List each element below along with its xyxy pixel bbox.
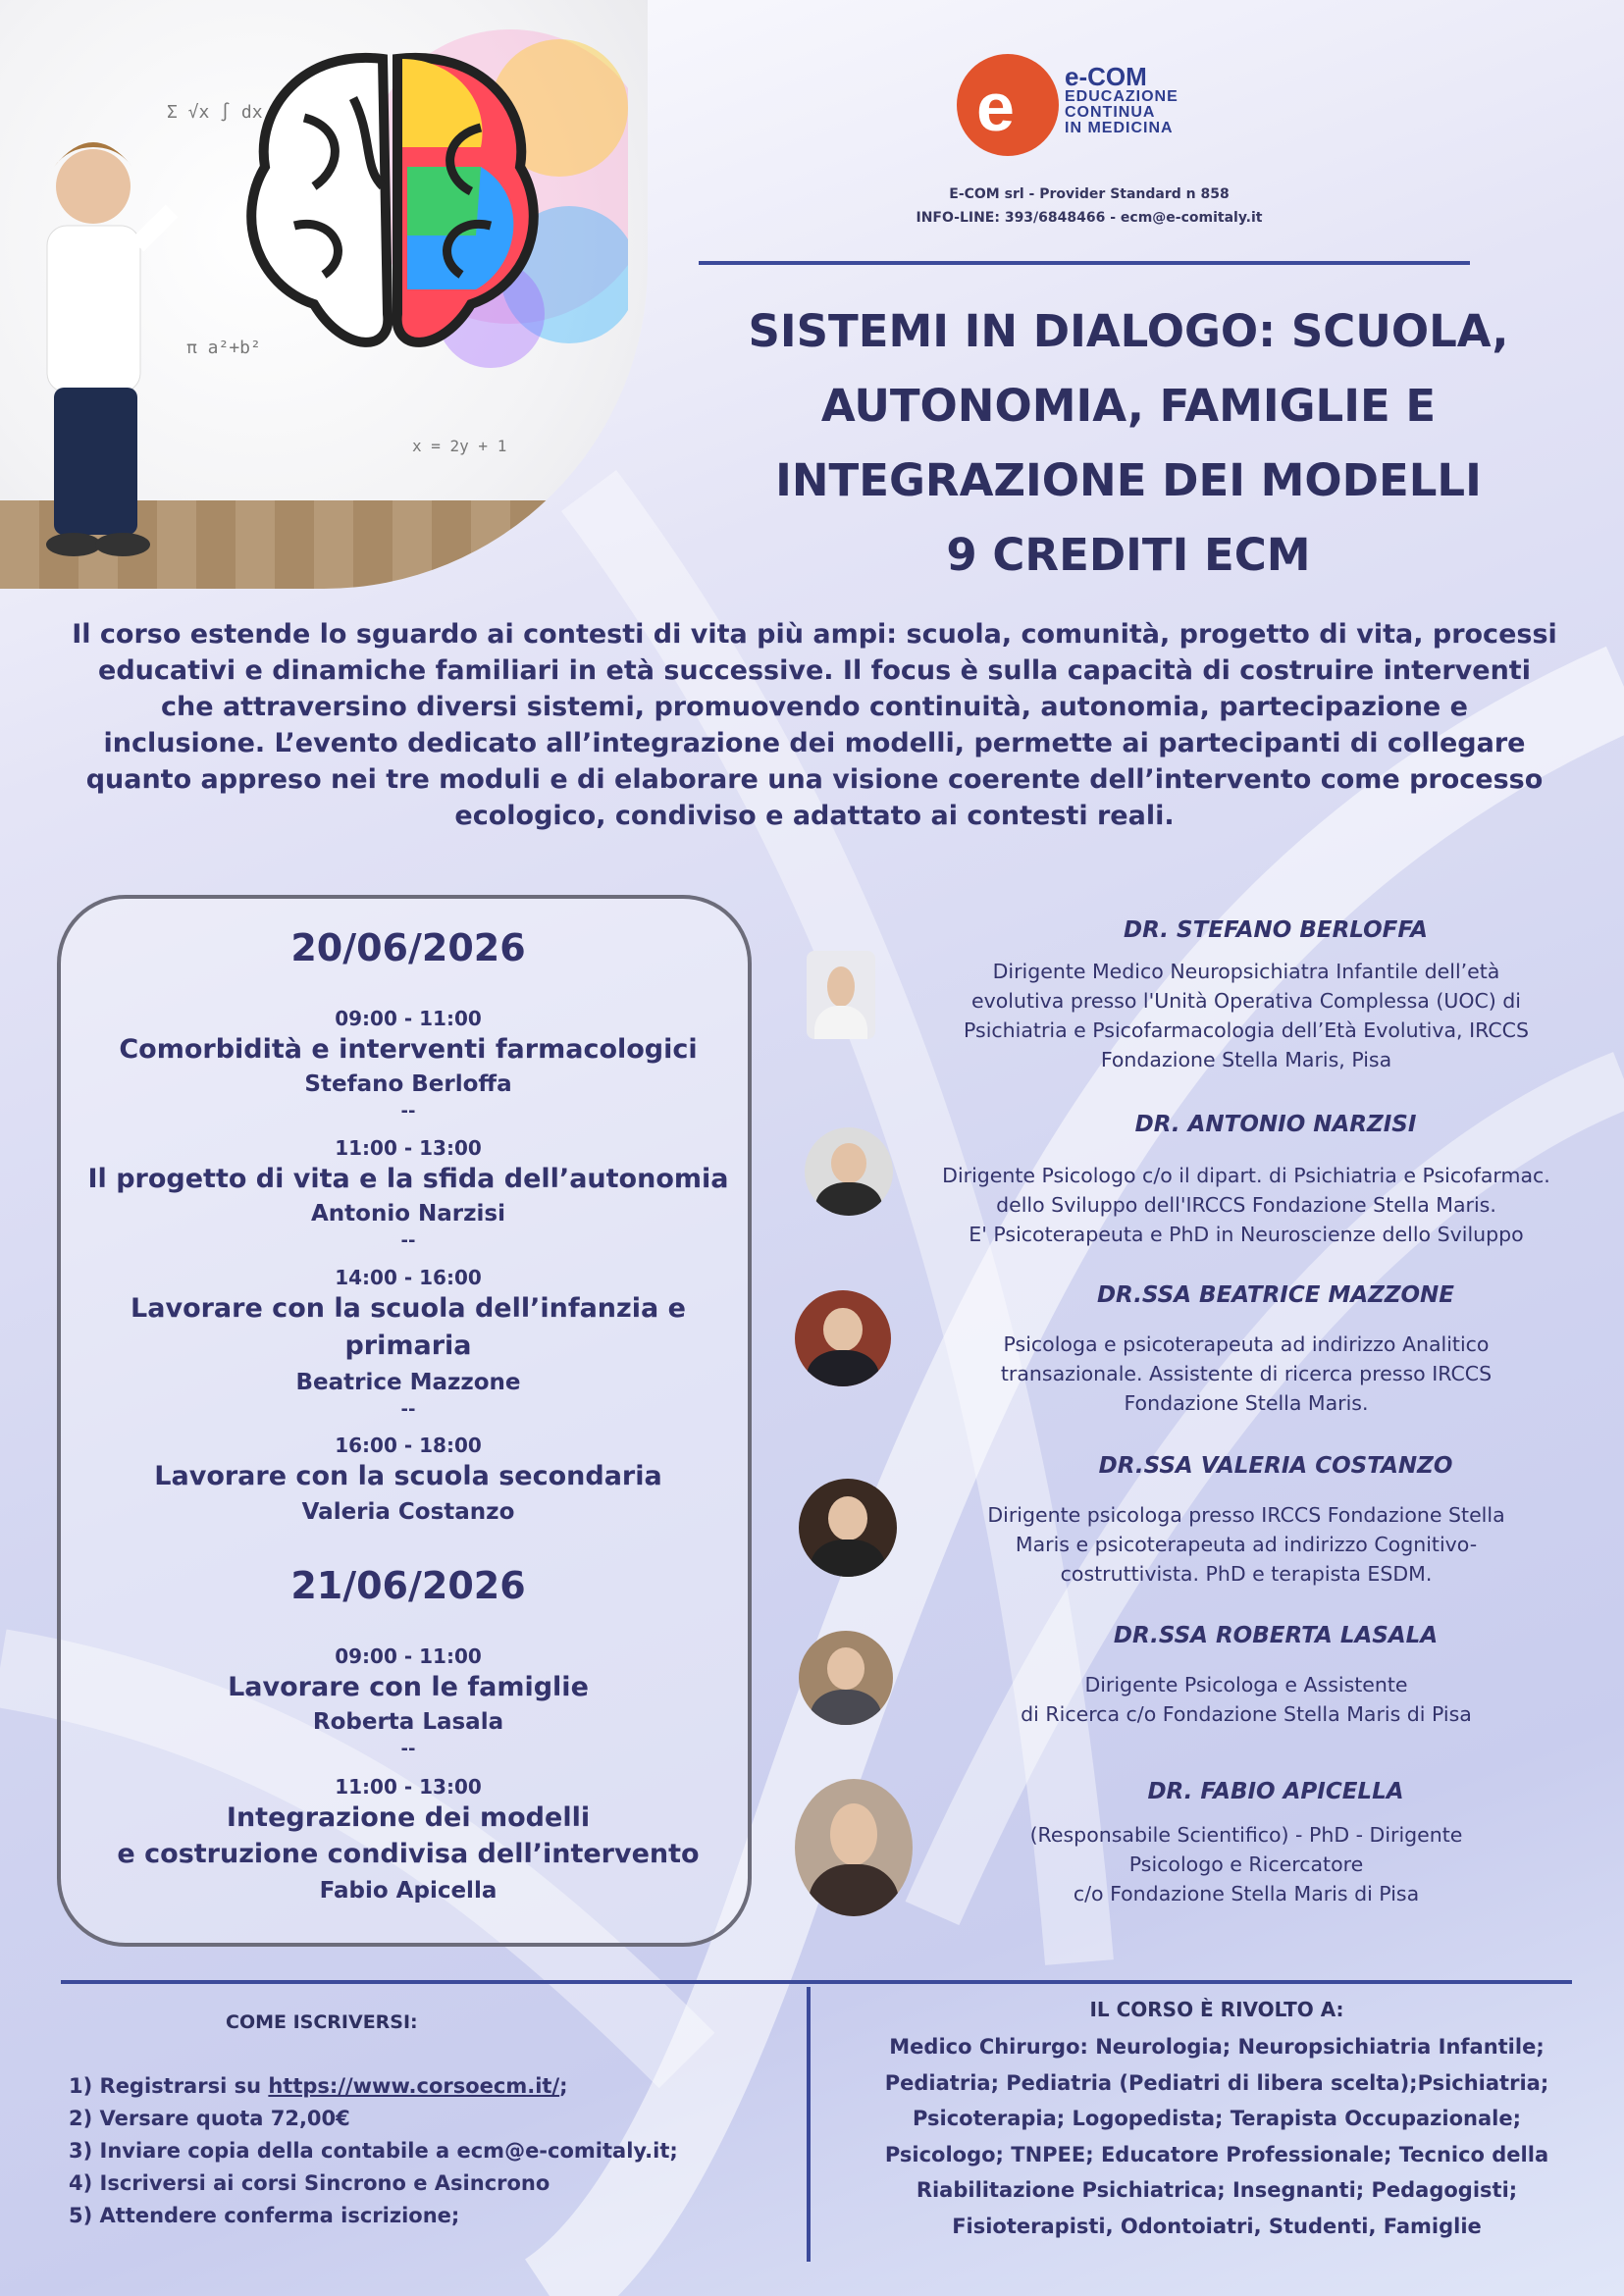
bottom-divider	[61, 1980, 1572, 1984]
schedule-panel	[57, 895, 752, 1947]
logo-mark-letter: e	[976, 69, 1015, 145]
logo-name: e-COM	[1065, 62, 1147, 91]
logo-line-3: IN MEDICINA	[1065, 120, 1174, 136]
speaker-name: DR. STEFANO BERLOFFA	[1124, 917, 1428, 943]
session-speaker: Valeria Costanzo	[301, 1499, 515, 1525]
session-time: 09:00 - 11:00	[335, 1644, 482, 1668]
session-title: Lavorare con la scuola secondaria	[154, 1461, 662, 1491]
speaker-bio-line: Psicologa e psicoterapeuta ad indirizzo Analitico	[1003, 1332, 1490, 1356]
audience-line: Fisioterapisti, Odontoiatri, Studenti, Famiglie	[952, 2214, 1482, 2238]
intro-line-4: inclusione. L’evento dedicato all’integrazione dei modelli, permette ai partecipanti di collegare	[103, 728, 1526, 758]
audience-list	[844, 2029, 1590, 2244]
bottom-column-divider	[807, 1987, 811, 2262]
enroll-steps	[69, 2070, 795, 2232]
audience-line: Riabilitazione Psichiatrica; Insegnanti; Pedagogisti;	[916, 2178, 1518, 2202]
session-speaker: Roberta Lasala	[312, 1709, 504, 1735]
enroll-step	[69, 2070, 795, 2103]
speaker-bio-line: Psichiatria e Psicofarmacologia dell’Età Evolutiva, IRCCS	[964, 1018, 1529, 1042]
title-line-2: AUTONOMIA, FAMIGLIE E	[820, 380, 1437, 432]
speaker-bio-line: (Responsabile Scientifico) - PhD - Dirigente	[1029, 1823, 1463, 1847]
speaker-photo	[799, 1479, 897, 1577]
speaker-name: DR.SSA VALERIA COSTANZO	[1098, 1453, 1453, 1479]
provider-info	[873, 183, 1305, 230]
registration-link[interactable]: https://www.corsoecm.it/	[268, 2074, 560, 2098]
speaker-bio-line: c/o Fondazione Stella Maris di Pisa	[1073, 1882, 1420, 1905]
session-speaker: Beatrice Mazzone	[295, 1370, 521, 1395]
provider-line-1: E-COM srl - Provider Standard n 858	[949, 186, 1230, 202]
speaker-name: DR.SSA ROBERTA LASALA	[1113, 1623, 1439, 1648]
speaker-bio-line: di Ricerca c/o Fondazione Stella Maris di Pisa	[1021, 1702, 1472, 1726]
speaker-photo	[807, 951, 875, 1039]
enroll-step-text: 1) Registrarsi su	[69, 2074, 269, 2098]
speaker-bio	[893, 1670, 1599, 1729]
speaker-bio-line: dello Sviluppo dell'IRCCS Fondazione Stella Maris.	[996, 1193, 1496, 1217]
session-time: 11:00 - 13:00	[335, 1136, 482, 1160]
speaker-bio	[893, 957, 1599, 1074]
speaker-name: DR.SSA BEATRICE MAZZONE	[1096, 1282, 1455, 1308]
intro-line-1: Il corso estende lo sguardo ai contesti di vita più ampi: scuola, comunità, progetto di vita, processi	[72, 619, 1557, 650]
speaker-bio-line: Fondazione Stella Maris, Pisa	[1100, 1048, 1392, 1071]
speaker-bio	[893, 1161, 1599, 1249]
brain-icon	[196, 20, 628, 412]
speaker-bio-line: Dirigente psicologa presso IRCCS Fondazione Stella	[987, 1503, 1505, 1527]
speaker-bio-line: Fondazione Stella Maris.	[1124, 1391, 1369, 1415]
ecom-logo	[957, 54, 1222, 162]
speaker-bio-line: Dirigente Medico Neuropsichiatra Infantile dell’età	[992, 960, 1500, 983]
logo-line-2: CONTINUA	[1065, 104, 1156, 121]
title-line-3: INTEGRAZIONE DEI MODELLI	[775, 454, 1482, 506]
day2-date: 21/06/2026	[290, 1564, 526, 1607]
session-title: Il progetto di vita e la sfida dell’autonomia	[87, 1164, 729, 1194]
logo-wordmark	[1065, 64, 1179, 136]
title-line-4: 9 CREDITI ECM	[946, 529, 1311, 581]
session-separator: --	[400, 1399, 416, 1420]
audience-line: Psicologo; TNPEE; Educatore Professionale; Tecnico della	[884, 2142, 1549, 2166]
logo-line-1: EDUCAZIONE	[1065, 88, 1179, 105]
ecom-logo-mark	[957, 54, 1059, 156]
session-separator: --	[400, 1230, 416, 1251]
title-line-1: SISTEMI IN DIALOGO: SCUOLA,	[748, 305, 1509, 357]
audience-line: Medico Chirurgo: Neurologia; Neuropsichiatria Infantile;	[889, 2035, 1545, 2059]
speaker-bio-line: Psicologo e Ricercatore	[1128, 1852, 1364, 1876]
speaker-bio-line: evolutiva presso l'Unità Operativa Complessa (UOC) di	[970, 989, 1522, 1013]
session-title: Integrazione dei modelli	[226, 1802, 591, 1833]
svg-text:π a²+b²: π a²+b²	[186, 338, 261, 358]
speaker-name: DR. FABIO APICELLA	[1147, 1779, 1404, 1804]
session-speaker: Stefano Berloffa	[304, 1071, 512, 1097]
speaker-photo	[805, 1127, 893, 1216]
day1-date: 20/06/2026	[290, 926, 526, 969]
enroll-step: 5) Attendere conferma iscrizione;	[69, 2204, 460, 2227]
session-speaker: Antonio Narzisi	[311, 1201, 505, 1226]
enroll-step: 2) Versare quota 72,00€	[69, 2107, 350, 2130]
session-time: 16:00 - 18:00	[335, 1434, 482, 1457]
session-title: Lavorare con la scuola dell’infanzia e	[131, 1293, 686, 1324]
session-separator: --	[400, 1101, 416, 1122]
session-speaker: Fabio Apicella	[319, 1878, 498, 1904]
enroll-step: 4) Iscriversi ai corsi Sincrono e Asincrono	[69, 2171, 550, 2195]
speaker-bio	[893, 1330, 1599, 1418]
session-time: 09:00 - 11:00	[335, 1007, 482, 1030]
enroll-step-text: ;	[559, 2074, 568, 2098]
provider-line-2: INFO-LINE: 393/6848466 - ecm@e-comitaly.it	[916, 210, 1263, 226]
svg-text:x = 2y + 1: x = 2y + 1	[412, 437, 507, 455]
speaker-bio-line: transazionale. Assistente di ricerca presso IRCCS	[1000, 1362, 1493, 1385]
speaker-bio-line: costruttivista. PhD e terapista ESDM.	[1060, 1562, 1433, 1586]
intro-line-2: educativi e dinamiche familiari in età successive. Il focus è sulla capacità di costruire interventi	[98, 655, 1531, 686]
intro-line-6: ecologico, condiviso e adattato ai contesti reali.	[454, 801, 1175, 831]
session-title-cont: primaria	[344, 1331, 472, 1361]
speaker-bio	[893, 1820, 1599, 1908]
course-description	[54, 616, 1575, 834]
speaker-photo	[799, 1631, 893, 1725]
enroll-title: COME ISCRIVERSI:	[226, 2011, 418, 2033]
intro-line-3: che attraversino diversi sistemi, promuovendo continuità, autonomia, partecipazione e	[161, 692, 1468, 722]
speaker-bio-line: E' Psicoterapeuta e PhD in Neuroscienze dello Sviluppo	[969, 1223, 1524, 1246]
title-divider	[699, 261, 1470, 265]
session-title-cont: e costruzione condivisa dell’intervento	[117, 1839, 700, 1869]
svg-text:Σ √x ∫ dx: Σ √x ∫ dx	[167, 102, 263, 123]
session-title: Comorbidità e interventi farmacologici	[119, 1034, 698, 1065]
speaker-name: DR. ANTONIO NARZISI	[1134, 1112, 1417, 1137]
course-title	[687, 294, 1570, 593]
speaker-bio	[893, 1500, 1599, 1589]
intro-line-5: quanto appreso nei tre moduli e di elaborare una visione coerente dell’intervento come processo	[85, 764, 1544, 795]
audience-line: Pediatria; Pediatria (Pediatri di libera scelta);Psichiatria;	[884, 2070, 1549, 2095]
audience-title: IL CORSO È RIVOLTO A:	[1089, 1998, 1344, 2021]
session-time: 11:00 - 13:00	[335, 1775, 482, 1799]
session-title: Lavorare con le famiglie	[228, 1672, 589, 1702]
session-separator: --	[400, 1739, 416, 1759]
enroll-step: 3) Inviare copia della contabile a ecm@e-comitaly.it;	[69, 2139, 678, 2163]
speaker-bio-line: Maris e psicoterapeuta ad indirizzo Cognitivo-	[1015, 1533, 1478, 1556]
speaker-bio-line: Dirigente Psicologo c/o il dipart. di Psichiatria e Psicofarmac.	[942, 1164, 1550, 1187]
speaker-photo	[795, 1290, 891, 1386]
audience-line: Psicoterapia; Logopedista; Terapista Occupazionale;	[913, 2107, 1521, 2130]
speaker-bio-line: Dirigente Psicologa e Assistente	[1084, 1673, 1408, 1696]
session-time: 14:00 - 16:00	[335, 1266, 482, 1289]
hero-illustration	[0, 0, 648, 589]
